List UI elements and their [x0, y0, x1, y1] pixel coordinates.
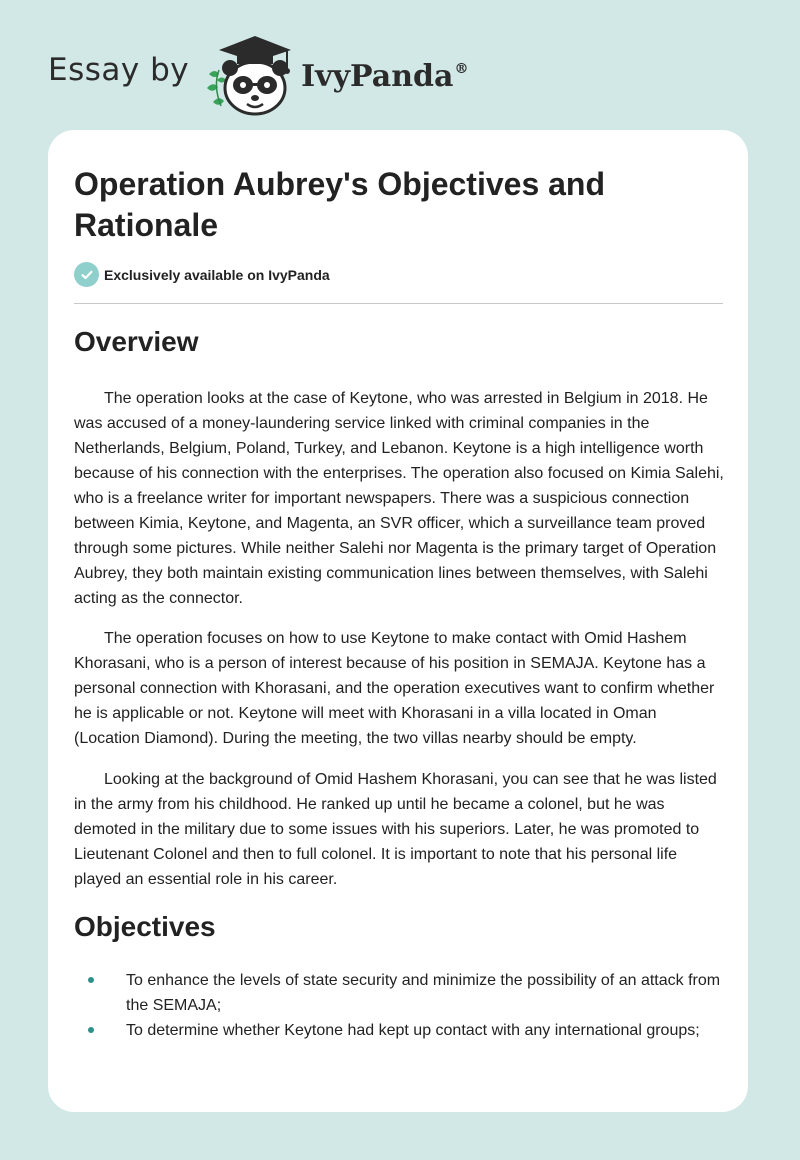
list-item	[74, 1018, 734, 1043]
panda-graduate-icon[interactable]	[203, 30, 299, 116]
exclusive-badge-label: Exclusively available on IvyPanda	[104, 266, 330, 283]
bullet-icon	[88, 977, 94, 983]
bullet-icon	[88, 1027, 94, 1033]
paragraph: Looking at the background of Omid Hashem Khorasani, you can see that he was listed in the army from his childhood. He ranked up until he became a colonel, but he was demoted in the military due to some issues with his superiors. Later, he was promoted to Lieutenant Colonel and then to full colonel. It is important to note that his personal life played an essential role in his career.	[74, 771, 717, 888]
list-item	[74, 968, 734, 1018]
paragraph: The operation focuses on how to use Keytone to make contact with Omid Hashem Khorasani, who is a person of interest because of his position in SEMAJA. Keytone has a personal connection with Khorasani, and the operation executives want to confirm whether he is applicable or not. Keytone will meet with Khorasani in a villa located in Oman (Location Diamond). During the meeting, the two villas nearby should be empty.	[74, 630, 715, 747]
essay-card	[48, 130, 748, 1112]
check-circle-icon	[74, 262, 99, 287]
registered-mark: ®	[454, 60, 469, 77]
list-item-text: To determine whether Keytone had kept up contact with any international groups;	[126, 1022, 700, 1039]
brand-name[interactable]: IvyPanda®	[301, 58, 469, 94]
essay-by-label: Essay by	[48, 52, 190, 88]
divider	[74, 303, 723, 304]
essay-title: Operation Aubrey's Objectives and Rationale	[74, 166, 606, 243]
list-item-text: To enhance the levels of state security and minimize the possibility of an attack from the SEMAJA;	[126, 972, 721, 1014]
exclusive-badge	[74, 262, 330, 287]
section-heading-objectives: Objectives	[74, 911, 216, 942]
site-header	[48, 28, 467, 118]
objectives-list	[74, 968, 734, 1043]
paragraph: The operation looks at the case of Keytone, who was arrested in Belgium in 2018. He was accused of a money-laundering service linked with criminal companies in the Netherlands, Belgium, Poland, Turkey, and Lebanon. Keytone is a high intelligence worth because of his connection with the enterprises. The operation also focused on Kimia Salehi, who is a freelance writer for important newspapers. There was a suspicious connection between Kimia, Keytone, and Magenta, an SVR officer, which a surveillance team proved through some pictures. While neither Salehi nor Magenta is the primary target of Operation Aubrey, they both maintain existing communication lines between themselves, with Salehi acting as the connector.	[74, 390, 724, 607]
section-heading-overview: Overview	[74, 326, 199, 357]
